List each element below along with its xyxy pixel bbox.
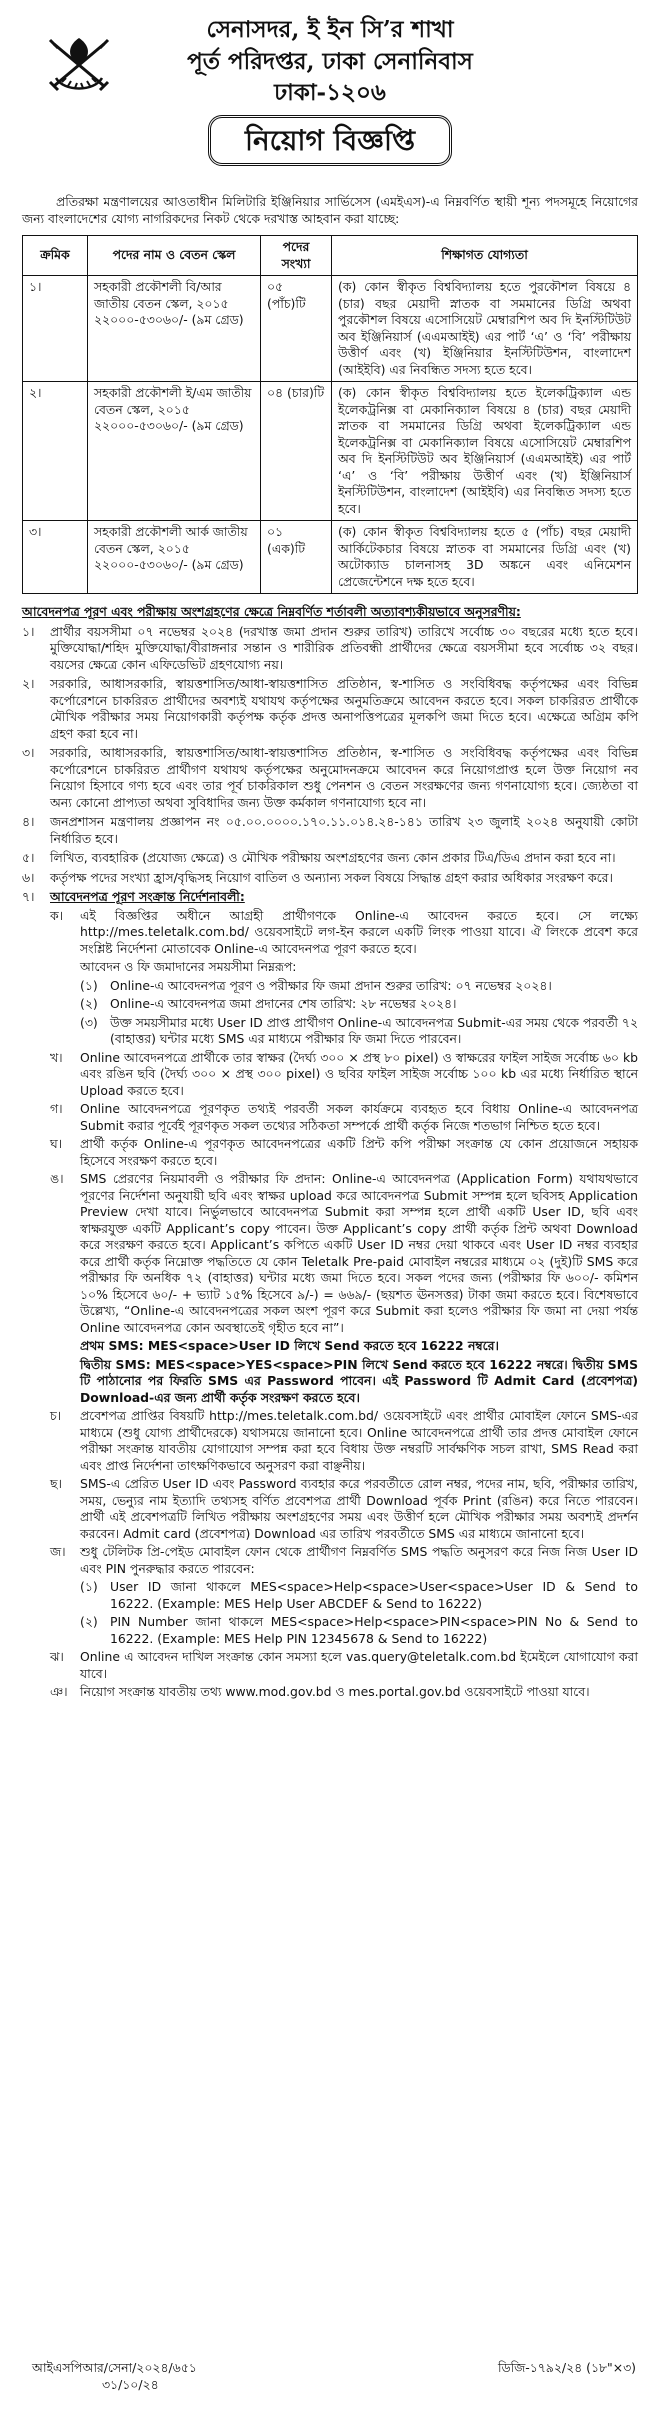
- list-item: [50, 1408, 638, 1474]
- item-text: Online আবেদনপত্রে পূরণকৃত তথ্যই পরবর্তী সকল কার্যক্রমে ব্যবহৃত হবে বিধায় Online-এ আবেদনপত্র Submit করার পূর্বেই পূরণকৃত সকল তথ্যের সঠিকতা সম্পর্কে প্রার্থী কর্তৃক নিজে শতভাগ নিশ্চিত হতে হবে।: [80, 1101, 638, 1133]
- instructions-heading: আবেদনপত্র পূরণ সংক্রান্ত নির্দেশনাবলী:: [50, 889, 245, 904]
- list-item: [50, 1684, 638, 1701]
- list-item: [22, 870, 638, 887]
- item-number: ৩।: [22, 745, 35, 760]
- org-line-2: পূর্ত পরিদপ্তর, ঢাকা সেনানিবাস: [187, 47, 473, 75]
- item-number: ৬।: [22, 869, 35, 885]
- item-text: জনপ্রশাসন মন্ত্রণালয় প্রজ্ঞাপন নং ০৫.০০.০০০০.১৭০.১১.০১৪.২৪-১৪১ তারিখ ২৩ জুলাই ২০২৪ অনুযায়ী কোটা নির্ধারিত হবে।: [50, 814, 638, 846]
- list-item: [50, 959, 638, 976]
- item-number: ৫।: [22, 850, 35, 865]
- item-text: লিখিত, ব্যবহারিক (প্রযোজ্য ক্ষেত্রে) ও মৌখিক পরীক্ষায় অংশগ্রহণের জন্য কোন প্রকার টিএ/ডিএ প্রদান করা হবে না।: [50, 850, 616, 865]
- item-number: (২): [80, 1614, 98, 1629]
- item-number: ঘ।: [50, 1136, 63, 1151]
- item-text: প্রবেশপত্র প্রাপ্তির বিষয়টি http://mes.teletalk.com.bd/ ওয়েবসাইটে এবং প্রার্থীর মোবাইল ফোনে SMS-এর মাধ্যমে (শুধু যোগ্য প্রার্থীদেরকে) যথাসময়ে জানানো হবে। Online আবেদনপত্রে প্রার্থী তার প্রদত্ত মোবাইল ফোনে পরীক্ষা সংক্রান্ত যাবতীয় যোগাযোগ সম্পন্ন করা হবে বিধায় উক্ত নম্বরটি সার্বক্ষণিক সচল রাখা, SMS Read করা এবং প্রাপ্ত নির্দেশনা তাৎক্ষণিকভাবে অনুসরণ করা বাঞ্ছনীয়।: [80, 1408, 638, 1473]
- row-serial: ২।: [23, 382, 88, 521]
- table-row: [23, 276, 638, 382]
- item-number: (২): [80, 996, 98, 1011]
- row-serial: ৩।: [23, 521, 88, 594]
- footer-ref-number: আইএসপিআর/সেনা/২০২৪/৬৫১: [32, 2360, 197, 2375]
- item-text: Online-এ আবেদনপত্র জমা প্রদানের শেষ তারিখ: ২৮ নভেম্বর ২০২৪।: [110, 996, 457, 1011]
- col-count-header: পদের সংখ্যা: [261, 236, 332, 276]
- list-item: [50, 1544, 638, 1577]
- item-number: ঙ।: [50, 1171, 64, 1186]
- item-text: দ্বিতীয় SMS: MES<space>YES<space>PIN লিখে Send করতে হবে 16222 নম্বরে। দ্বিতীয় SMS টি পাঠানোর পর ফিরতি SMS এর Password পাবেন। এই Password টি Admit Card (প্রবেশপত্র) Download-এর জন্য প্রার্থী কর্তৃক সংরক্ষণ করতে হবে।: [80, 1356, 638, 1405]
- row-post: সহকারী প্রকৌশলী ই/এম জাতীয় বেতন স্কেল, ২০১৫ ২২০০০-৫৩০৬০/- (৯ম গ্রেড): [88, 382, 261, 521]
- table-row: [23, 521, 638, 594]
- item-number: ঝ।: [50, 1649, 64, 1664]
- list-item: [50, 908, 638, 958]
- item-text: User ID জানা থাকলে MES<space>Help<space>User<space>User ID & Send to 16222. (Example: MES Help User ABCDEF & Send to 16222): [110, 1579, 638, 1611]
- item-text: উক্ত সময়সীমার মধ্যে User ID প্রাপ্ত প্রার্থীগণ Online-এ আবেদনপত্র Submit-এর সময় থেকে পরবর্তী ৭২ (বাহাত্তর) ঘন্টার মধ্যে SMS এর মাধ্যমে পরীক্ষার ফি জমা দিতে পারবেন।: [110, 1014, 638, 1046]
- item-text: Online-এ আবেদনপত্র পূরণ ও পরীক্ষার ফি জমা প্রদান শুরুর তারিখ: ০৭ নভেম্বর ২০২৪।: [110, 977, 552, 993]
- item-text: SMS প্রেরণের নিয়মাবলী ও পরীক্ষার ফি প্রদান: Online-এ আবেদনপত্র (Application Form) যথাযথভাবে পূরণের নির্দেশনা অনুযায়ী ছবি এবং স্বাক্ষর upload করে আবেদনপত্র Submit সম্পন্ন হলে ছবিসহ Application Preview দেখা যাবে। নির্ভুলভাবে আবেদনপত্র Submit করা সম্পন্ন হলে প্রার্থী একটি User ID, ছবি এবং স্বাক্ষরযুক্ত একটি Applicant’s copy পাবেন। উক্ত Applicant’s copy প্রার্থী কর্তৃক প্রিন্ট অথবা Download করে সংরক্ষণ করতে হবে। Applicant’s কপিতে একটি User ID নম্বর দেয়া থাকবে এবং User ID নম্বর ব্যবহার করে প্রার্থী কর্তৃক নিম্নোক্ত পদ্ধতিতে যে কোন Teletalk Pre-paid মোবাইল নম্বরের মাধ্যমে ০২ (দুই)টি SMS করে পরীক্ষার ফি অনধিক ৭২ (বাহাত্তর) ঘন্টার মধ্যে জমা দিতে হবে। সকল পদের জন্য (পরীক্ষার ফি ৬০০/- কমিশন ১০% হিসেবে ৬০/- + ভ্যাট ১৫% হিসেবে ৯/-) = ৬৬৯/- (ছয়শত ঊনসত্তর) টাকা জমা করতে হবে। বিশেষভাবে উল্লেখ্য, “Online-এ আবেদনপত্রের সকল অংশ পূরণ করে Submit করা হলেও পরীক্ষার ফি জমা না দেয়া পর্যন্ত Online আবেদনপত্র কোন অবস্থাতেই গৃহীত হবে না”।: [80, 1171, 639, 1335]
- list-item: [50, 1101, 638, 1134]
- list-item: [50, 1171, 638, 1336]
- item-number: ৭।: [22, 889, 35, 904]
- list-item: [80, 996, 638, 1013]
- item-text: প্রার্থী কর্তৃক Online-এ পূরণকৃত আবেদনপত্রের একটি প্রিন্ট কপি পরীক্ষা সংক্রান্ত যে কোন প্রয়োজনে সহায়ক হিসেবে সংরক্ষণ করতে হবে।: [80, 1136, 638, 1168]
- item-text: Online আবেদনপত্রে প্রার্থীকে তার স্বাক্ষর (দৈর্ঘ্য ৩০০ × প্রস্থ ৮০ pixel) ও স্বাক্ষরের ফাইল সাইজ সর্বোচ্চ ৬০ kb এবং রঙিন ছবি (দৈর্ঘ্য ৩০০ × প্রস্থ ৩০০ pixel) ও ছবির ফাইল সাইজ সর্বোচ্চ ১০০ kb এর মধ্যে নির্ধারিত স্থানে Upload করতে হবে।: [80, 1049, 638, 1098]
- item-text: নিয়োগ সংক্রান্ত যাবতীয় তথ্য www.mod.gov.bd ও mes.portal.gov.bd ওয়েবসাইটে পাওয়া যাবে।: [80, 1684, 590, 1699]
- list-item: [80, 978, 638, 995]
- list-item: [22, 814, 638, 847]
- item-text: প্রথম SMS: MES<space>User ID লিখে Send করতে হবে 16222 নম্বরে।: [80, 1338, 499, 1353]
- table-header-row: [23, 236, 638, 276]
- item-text: সরকারি, আধাসরকারি, স্বায়ত্তশাসিত/আধা-স্বায়ত্তশাসিত প্রতিষ্ঠান, স্ব-শাসিত ও সংবিধিবদ্ধ কর্তৃপক্ষের এবং বিভিন্ন কর্পোরেশনে চাকরিরত প্রার্থীদের অবশ্যই যথাযথ কর্তৃপক্ষের অনুমতিক্রমে আবেদন করতে হবে। সকল চাকরিরত প্রার্থীকে মৌখিক পরীক্ষার সময় নিয়োগকারী কর্তৃপক্ষ কর্তৃক প্রদত্ত অনাপত্তিপত্রের মূলকপি জমা দিতে হবে। এক্ষেত্রে অগ্রিম কপি গ্রহণ করা হবে না।: [50, 676, 638, 741]
- terms-title: আবেদনপত্র পূরণ এবং পরীক্ষায় অংশগ্রহণের ক্ষেত্রে নিম্নবর্ণিত শর্তাবলী অত্যাবশ্যকীয়ভাবে অনুসরণীয়:: [22, 604, 521, 619]
- header: [22, 14, 638, 158]
- item-number: ২।: [22, 676, 35, 691]
- item-number: (৩): [80, 1014, 98, 1030]
- item-number: খ।: [50, 1049, 63, 1065]
- item-number: [50, 959, 80, 976]
- item-text: সরকারি, আধাসরকারি, স্বায়ত্তশাসিত/আধা-স্বায়ত্তশাসিত প্রতিষ্ঠান, স্ব-শাসিত ও সংবিধিবদ্ধ কর্তৃপক্ষের এবং বিভিন্ন কর্পোরেশনে চাকরিরত প্রার্থীগণ যথাযথ কর্তৃপক্ষের অনুমোদনক্রমে আবেদন করে নিয়োগপ্রাপ্ত হলে উক্ত নিয়োগ নব নিয়োগ হিসাবে গণ্য হবে এবং তার পূর্ব চাকরিকাল শুধু পেনশন ও বেতন সংরক্ষণের জন্য গণনাযোগ্য হবে। জ্যেষ্ঠতা বা অন্য কোনো প্রাপ্যতা অথবা সুবিধাদির জন্য উক্ত কর্মকাল গণনাযোগ্য হবে না।: [50, 745, 638, 810]
- posts-table: [22, 235, 638, 594]
- item-number: জ।: [50, 1544, 66, 1559]
- item-number: [50, 1357, 80, 1407]
- item-text: PIN Number জানা থাকলে MES<space>Help<space>PIN<space>PIN No & Send to 16222. (Example: MES Help PIN 12345678 & Send to 16222): [110, 1614, 638, 1646]
- row-count: ০১ (এক)টি: [261, 521, 332, 594]
- instructions-list: [22, 908, 638, 1701]
- footer-date: ৩১/১০/২৪: [102, 2376, 159, 2392]
- row-post: সহকারী প্রকৌশলী আর্ক জাতীয় বেতন স্কেল, ২০১৫ ২২০০০-৫৩০৬০/- (৯ম গ্রেড): [88, 521, 261, 594]
- item-text: প্রার্থীর বয়সসীমা ০৭ নভেম্বর ২০২৪ (দরখাস্ত জমা প্রদান শুরুর তারিখ) তারিখে সর্বোচ্চ ৩০ বছরের মধ্যে হতে হবে। মুক্তিযোদ্ধা/শহিদ মুক্তিযোদ্ধা/বীরাঙ্গনার সন্তান ও শারীরিক প্রতিবন্ধী প্রার্থীদের ক্ষেত্রে বয়সসীমা হবে সর্বোচ্চ ৩২ বছর। বয়সের ক্ষেত্রে কোন এফিডেভিট গ্রহণযোগ্য নয়।: [50, 623, 638, 672]
- intro-paragraph: প্রতিরক্ষা মন্ত্রণালয়ের আওতাধীন মিলিটারি ইঞ্জিনিয়ার সার্ভিসেস (এমইএস)-এ নিম্নবর্ণিত স্থায়ী শূন্য পদসমূহে নিয়োগের জন্য বাংলাদেশের যোগ্য নাগরিকদের নিকট থেকে দরখাস্ত আহবান করা যাচ্ছে:: [22, 194, 638, 226]
- list-item: [80, 1579, 638, 1612]
- list-item: [22, 624, 638, 674]
- list-item: [22, 850, 638, 867]
- item-number: (১): [80, 977, 98, 993]
- list-item: [22, 745, 638, 811]
- item-number: ১।: [22, 623, 35, 639]
- row-count: ০৪ (চার)টি: [261, 382, 332, 521]
- list-item: [50, 1338, 638, 1355]
- footer-ref: [32, 2360, 197, 2393]
- org-line-3: ঢাকা-১২০৬: [274, 79, 386, 107]
- item-text: SMS-এ প্রেরিত User ID এবং Password ব্যবহার করে পরবর্তীতে রোল নম্বর, পদের নাম, ছবি, পরীক্ষার তারিখ, সময়, ভেন্যুর নাম ইত্যাদি তথ্যসহ বর্ণিত প্রবেশপত্র প্রার্থী Download পূর্বক Print (রঙিন) করে নিতে পারবেন। প্রার্থী এই প্রবেশপত্রটি লিখিত পরীক্ষায় অংশগ্রহণের সময় এবং উত্তীর্ণ হলে মৌখিক পরীক্ষার সময় অবশ্যই প্রদর্শন করবেন। Admit card (প্রবেশপত্র) Download এর তারিখ পরবর্তীতে SMS এর মাধ্যমে জানানো হবে।: [80, 1476, 638, 1541]
- terms-list: [22, 624, 638, 1701]
- row-count: ০৫ (পাঁচ)টি: [261, 276, 332, 382]
- row-qualification: (ক) কোন স্বীকৃত বিশ্ববিদ্যালয় হতে ৫ (পাঁচ) বছর মেয়াদী আর্কিটেকচার বিষয়ে স্নাতক বা সমমানের ডিগ্রি এবং (খ) অটোক্যাড চালনাসহ 3D অঙ্কনে এবং এনিমেশন প্রেজেন্টেশনে দক্ষ হতে হবে।: [332, 521, 638, 594]
- item-number: ছ।: [50, 1476, 62, 1491]
- item-number: গ।: [50, 1101, 63, 1116]
- list-item: [80, 1015, 638, 1048]
- item-text: এই বিজ্ঞপ্তির অধীনে আগ্রহী প্রার্থীগণকে Online-এ আবেদন করতে হবে। সে লক্ষ্যে http://mes.teletalk.com.bd/ ওয়েবসাইটে লগ-ইন করলে একটি লিংক পাওয়া যাবে। ঐ লিংকে প্রবেশ করে সংশ্লিষ্ট নির্দেশনা মোতাবেক Online-এ আবেদনপত্র পূরণ করতে হবে।: [80, 907, 638, 956]
- org-line-1: সেনাসদর, ই ইন সি’র শাখা: [206, 16, 454, 43]
- item-number: চ।: [50, 1408, 62, 1423]
- row-qualification: (ক) কোন স্বীকৃত বিশ্ববিদ্যালয় হতে ইলেকট্রিক্যাল এন্ড ইলেকট্রনিক্স বা মেকানিক্যাল বিষয়ে ৪ (চার) বছর মেয়াদী স্নাতক বা সমমানের ডিগ্রি অথবা ইলেকট্রিক্যাল এন্ড ইলেকট্রনিক্স বা মেকানিক্যাল বিষয়ে এসোসিয়েট মেম্বারশিপ অব দি ইনস্টিটিউট অব ইঞ্জিনিয়ার্স (এএমআইই) এর পার্ট ‘এ’ ও ‘বি’ পরীক্ষায় উত্তীর্ণ এবং (খ) ইঞ্জিনিয়ার্স ইনস্টিটিউশন, বাংলাদেশ (আইইবি) এর নিবন্ধিত সদস্য হতে হবে।: [332, 382, 638, 521]
- footer-code: ডিজি-১৭৯২/২৪ (১৮"×৩): [497, 2360, 636, 2375]
- item-number: (১): [80, 1579, 98, 1594]
- army-emblem-icon: [42, 30, 116, 100]
- list-item: [22, 676, 638, 742]
- row-serial: ১।: [23, 276, 88, 382]
- notice-title: নিয়োগ বিজ্ঞপ্তি: [208, 115, 452, 166]
- list-item: [50, 1476, 638, 1542]
- row-qualification: (ক) কোন স্বীকৃত বিশ্ববিদ্যালয় হতে পুরকৌশল বিষয়ে ৪ (চার) বছর মেয়াদী স্নাতক বা সমমানের ডিগ্রি অথবা পুরকৌশল বিষয়ে এসোসিয়েট মেম্বারশিপ অব দি ইনস্টিটিউট অব ইঞ্জিনিয়ার্স (এএমআইই) এর পার্ট ‘এ’ ও ‘বি’ পরীক্ষায় উত্তীর্ণ এবং (খ) ইঞ্জিনিয়ার ইনস্টিটিউশন, বাংলাদেশ (আইইবি) এর নিবন্ধিত সদস্য হতে হবে।: [332, 276, 638, 382]
- item-text: কর্তৃপক্ষ পদের সংখ্যা হ্রাস/বৃদ্ধিসহ নিয়োগ বাতিল ও অন্যান্য সকল বিষয়ে সিদ্ধান্ত গ্রহণ করার অধিকার সংরক্ষণ করে।: [50, 869, 613, 885]
- col-qualification-header: শিক্ষাগত যোগ্যতা: [332, 236, 638, 276]
- list-item: [50, 1649, 638, 1682]
- item-number: ক।: [50, 907, 64, 923]
- col-serial-header: ক্রমিক: [23, 236, 88, 276]
- item-number: ৪।: [22, 814, 35, 829]
- item-number: [50, 1338, 80, 1355]
- table-row: [23, 382, 638, 521]
- item-number: ঞ।: [50, 1684, 68, 1699]
- item-text: Online এ আবেদন দাখিল সংক্রান্ত কোন সমস্যা হলে vas.query@teletalk.com.bd ইমেইলে যোগাযোগ করা যাবে।: [80, 1649, 638, 1681]
- list-item: [50, 1136, 638, 1169]
- list-item: [80, 1614, 638, 1647]
- item-text: শুধু টেলিটক প্রি-পেইড মোবাইল ফোন থেকে প্রার্থীগণ নিম্নবর্ণিত SMS পদ্ধতি অনুসরণ করে নিজ নিজ User ID এবং PIN পুনরুদ্ধার করতে পারবেন:: [80, 1544, 638, 1576]
- col-post-header: পদের নাম ও বেতন স্কেল: [88, 236, 261, 276]
- row-post: সহকারী প্রকৌশলী বি/আর জাতীয় বেতন স্কেল, ২০১৫ ২২০০০-৫৩০৬০/- (৯ম গ্রেড): [88, 276, 261, 382]
- list-item: [50, 1357, 638, 1407]
- item-text: আবেদন ও ফি জমাদানের সময়সীমা নিম্নরূপ:: [80, 959, 297, 974]
- list-item: [50, 1050, 638, 1100]
- list-item-instructions: [22, 889, 638, 906]
